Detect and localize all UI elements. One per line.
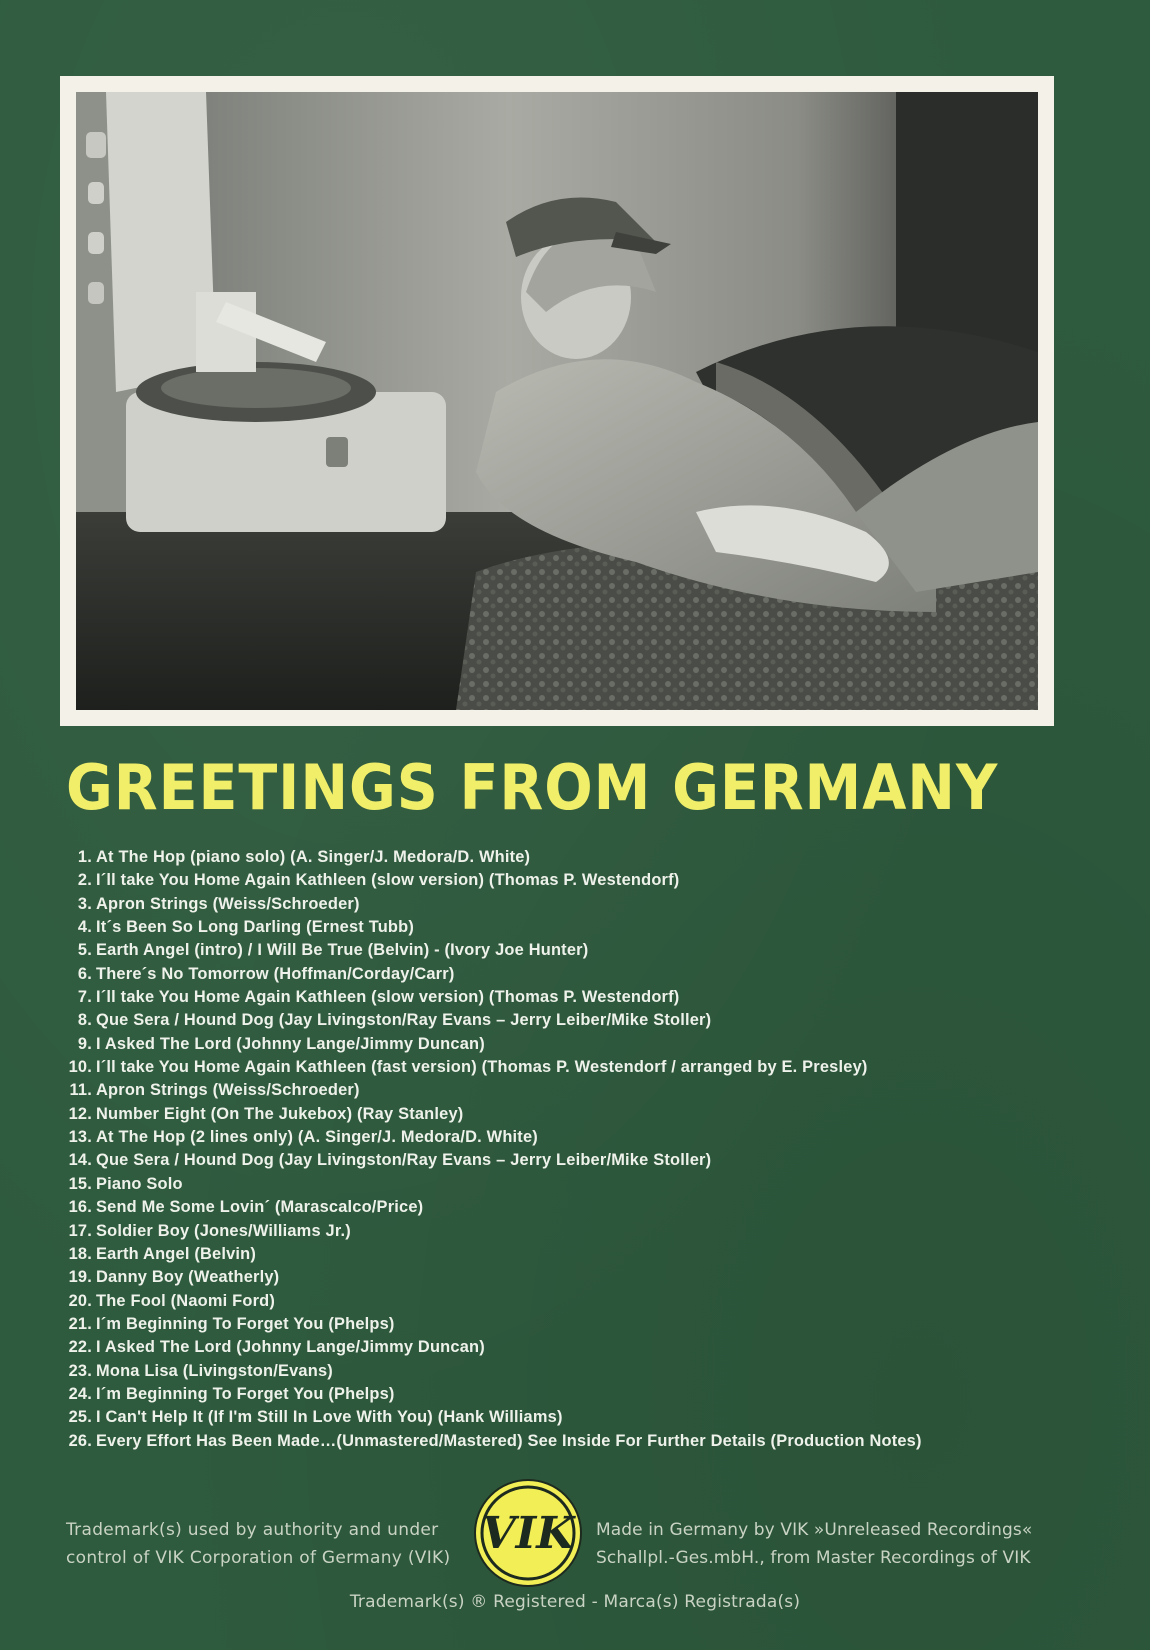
track-number: 21. — [68, 1314, 92, 1333]
track-item — [66, 1196, 1066, 1219]
photo-soldier-record-player-icon — [76, 92, 1038, 710]
track-title: Earth Angel (intro) / I Will Be True (Belvin) - (Ivory Joe Hunter) — [96, 941, 589, 960]
track-title: Number Eight (On The Jukebox) (Ray Stanley) — [96, 1104, 464, 1123]
footer-trademark-notice — [66, 1516, 466, 1572]
track-number: 1. — [77, 848, 92, 866]
track-title: I´ll take You Home Again Kathleen (slow version) (Thomas P. Westendorf) — [96, 988, 680, 1007]
track-title: Every Effort Has Been Made…(Unmastered/Mastered) See Inside For Further Details (Production Notes) — [96, 1431, 922, 1450]
logo-text: VIK — [481, 1508, 575, 1559]
track-title: I Can't Help It (If I'm Still In Love With You) (Hank Williams) — [96, 1408, 563, 1427]
photo-frame — [60, 76, 1054, 726]
track-item — [66, 1430, 1066, 1453]
track-number: 3. — [77, 894, 92, 913]
track-number: 23. — [68, 1361, 92, 1380]
track-title: Piano Solo — [96, 1174, 183, 1193]
track-number: 24. — [68, 1384, 92, 1403]
track-number: 14. — [68, 1151, 92, 1170]
track-item — [66, 916, 1066, 939]
track-item — [66, 939, 1066, 962]
track-title: I´ll take You Home Again Kathleen (fast version) (Thomas P. Westendorf / arranged by E. Presley) — [96, 1058, 868, 1077]
track-number: 13. — [68, 1128, 92, 1147]
track-number: 10. — [68, 1058, 92, 1077]
track-item — [66, 869, 1066, 892]
track-title: The Fool (Naomi Ford) — [96, 1291, 276, 1310]
track-number: 16. — [68, 1198, 92, 1217]
track-item — [66, 1383, 1066, 1406]
album-title: GREETINGS FROM GERMANY — [66, 751, 999, 824]
track-item — [66, 846, 1066, 869]
track-title: I´ll take You Home Again Kathleen (slow version) (Thomas P. Westendorf) — [96, 871, 680, 890]
track-item — [66, 893, 1066, 916]
track-title: At The Hop (2 lines only) (A. Singer/J. Medora/D. White) — [96, 1128, 538, 1147]
track-number: 17. — [68, 1221, 92, 1240]
track-title: At The Hop (piano solo) (A. Singer/J. Medora/D. White) — [96, 848, 531, 866]
cover-photo — [76, 92, 1038, 710]
track-title: Soldier Boy (Jones/Williams Jr.) — [96, 1221, 351, 1240]
track-title: Send Me Some Lovin´ (Marascalco/Price) — [96, 1198, 424, 1217]
track-item — [66, 1336, 1066, 1359]
footer-right-line: Made in Germany by VIK »Unreleased Recordings« — [596, 1520, 1033, 1540]
track-number: 19. — [68, 1268, 92, 1287]
track-title: Apron Strings (Weiss/Schroeder) — [96, 1081, 360, 1100]
track-item — [66, 1220, 1066, 1243]
track-list — [66, 846, 1066, 1453]
track-item — [66, 1173, 1066, 1196]
track-title: I´m Beginning To Forget You (Phelps) — [96, 1384, 395, 1403]
track-number: 12. — [68, 1104, 92, 1123]
track-title: Earth Angel (Belvin) — [96, 1244, 257, 1263]
track-title: Que Sera / Hound Dog (Jay Livingston/Ray Evans – Jerry Leiber/Mike Stoller) — [96, 1011, 712, 1030]
track-item — [66, 1360, 1066, 1383]
track-title: Apron Strings (Weiss/Schroeder) — [96, 894, 360, 913]
track-item — [66, 1009, 1066, 1032]
track-number: 25. — [68, 1408, 92, 1427]
track-item — [66, 1056, 1066, 1079]
track-number: 8. — [77, 1011, 92, 1030]
track-number: 22. — [68, 1338, 92, 1357]
track-title: It´s Been So Long Darling (Ernest Tubb) — [96, 918, 415, 937]
track-item — [66, 1033, 1066, 1056]
track-title: I Asked The Lord (Johnny Lange/Jimmy Duncan) — [96, 1338, 485, 1357]
track-number: 2. — [77, 871, 92, 890]
track-title: Mona Lisa (Livingston/Evans) — [96, 1361, 333, 1380]
track-title: I Asked The Lord (Johnny Lange/Jimmy Duncan) — [96, 1034, 485, 1053]
track-item — [66, 1266, 1066, 1289]
footer-right-line: Schallpl.-Ges.mbH., from Master Recordings of VIK — [596, 1548, 1031, 1568]
track-title: There´s No Tomorrow (Hoffman/Corday/Carr) — [96, 964, 455, 983]
track-item — [66, 1103, 1066, 1126]
track-item — [66, 963, 1066, 986]
track-number: 7. — [77, 988, 92, 1007]
track-item — [66, 1313, 1066, 1336]
track-number: 26. — [68, 1431, 92, 1450]
track-number: 11. — [69, 1081, 92, 1100]
track-item — [66, 1290, 1066, 1313]
track-number: 20. — [68, 1291, 92, 1310]
track-item — [66, 1243, 1066, 1266]
track-item — [66, 1406, 1066, 1429]
track-item — [66, 1126, 1066, 1149]
track-number: 4. — [77, 918, 92, 937]
track-number: 5. — [77, 941, 92, 960]
trademark-registered: Trademark(s) ® Registered - Marca(s) Registrada(s) — [349, 1592, 801, 1612]
track-number: 9. — [77, 1034, 92, 1053]
footer-left-line: control of VIK Corporation of Germany (VIK) — [66, 1548, 451, 1568]
footer-manufacture-notice — [596, 1516, 1066, 1572]
track-number: 15. — [68, 1174, 92, 1193]
track-number: 6. — [77, 964, 92, 983]
track-title: Danny Boy (Weatherly) — [96, 1268, 280, 1287]
track-title: Que Sera / Hound Dog (Jay Livingston/Ray Evans – Jerry Leiber/Mike Stoller) — [96, 1151, 712, 1170]
vik-logo-icon — [473, 1478, 583, 1588]
track-number: 18. — [68, 1244, 92, 1263]
track-item — [66, 1149, 1066, 1172]
track-item — [66, 1079, 1066, 1102]
track-title: I´m Beginning To Forget You (Phelps) — [96, 1314, 395, 1333]
footer-left-line: Trademark(s) used by authority and under — [66, 1520, 439, 1540]
track-item — [66, 986, 1066, 1009]
